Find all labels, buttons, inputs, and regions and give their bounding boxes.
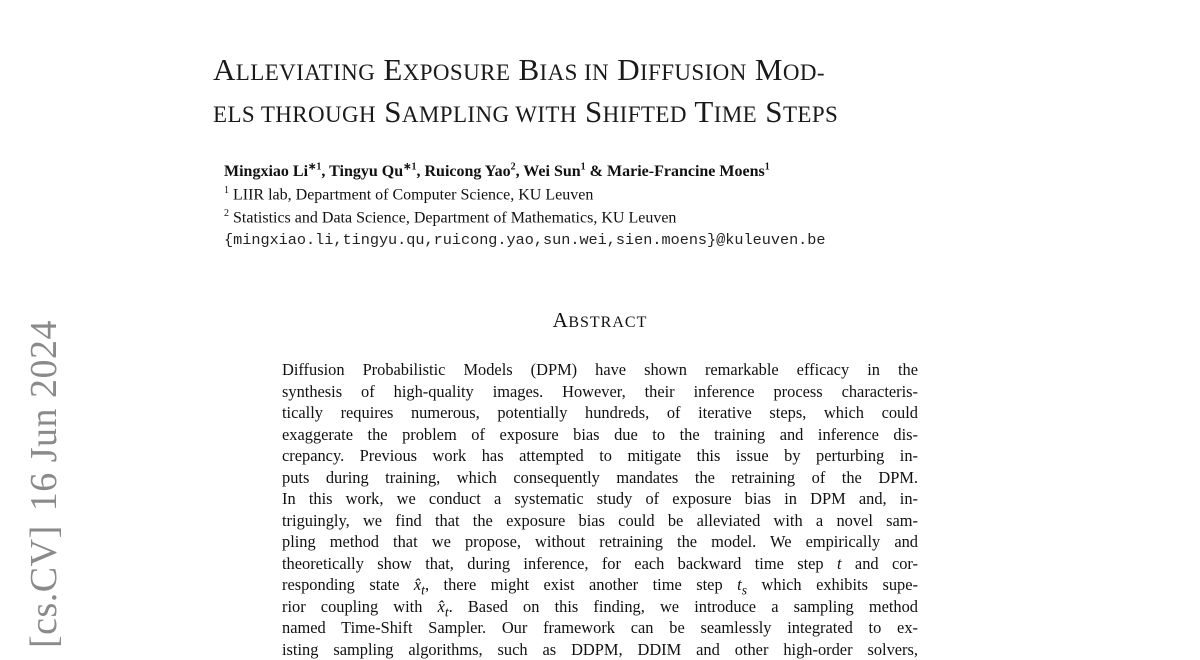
- abstract-line: responding state $x̂_t$, there might exist another time step $t_s$ which exhibits supe-: [282, 574, 918, 596]
- abstract-line: synthesis of high-quality images. However, their inference process characteris-: [282, 381, 918, 403]
- title-line-2: ELS THROUGH SAMPLING WITH SHIFTED TIME STEPS: [213, 92, 1003, 134]
- math-symbol: t: [837, 554, 842, 573]
- abstract-line: theoretically show that, during inference, for each backward time step t and cor-: [282, 553, 918, 575]
- affiliation-2: $^2$ Statistics and Data Science, Department of Mathematics, KU Leuven: [224, 208, 676, 227]
- abstract-line: pling method that we propose, without retraining the model. We empirically and: [282, 531, 918, 553]
- author-emails: {mingxiao.li,tingyu.qu,ruicong.yao,sun.wei,sien.moens}@kuleuven.be: [224, 231, 826, 249]
- author: Ruicong Yao$^2$,: [424, 163, 523, 180]
- abstract-heading: ABSTRACT: [0, 308, 1200, 333]
- math-symbol: $x̂_t$: [438, 597, 449, 616]
- abstract-line: rior coupling with $x̂_t$. Based on this finding, we introduce a sampling method: [282, 596, 918, 618]
- abstract-body: [282, 359, 918, 660]
- abstract-line: puts during training, which consequently mandates the retraining of the DPM.: [282, 467, 918, 489]
- author-list: [224, 162, 770, 181]
- math-symbol: $t_s$: [737, 575, 747, 594]
- author: Wei Sun$^1$ &: [523, 163, 607, 180]
- abstract-line: exaggerate the problem of exposure bias due to the training and inference dis-: [282, 424, 918, 446]
- abstract-line: triguingly, we find that the exposure bias could be alleviated with a novel sam-: [282, 510, 918, 532]
- arxiv-category: [cs.CV]: [23, 525, 65, 648]
- author: Tingyu $Qu^{∗1}$,: [329, 163, 424, 180]
- title-line-1: ALLEVIATING EXPOSURE BIAS IN DIFFUSION MOD-: [213, 50, 1003, 92]
- arxiv-identifier-stamp: [25, 320, 63, 648]
- paper-title: [213, 50, 1003, 134]
- affiliation-1: $^1$ LIIR lab, Department of Computer Science, KU Leuven: [224, 185, 593, 204]
- abstract-line: Diffusion Probabilistic Models (DPM) have shown remarkable efficacy in the: [282, 359, 918, 381]
- abstract-line: tically requires numerous, potentially hundreds, of iterative steps, which could: [282, 402, 918, 424]
- author: Mingxiao $Li^{∗1}$,: [224, 163, 329, 180]
- math-symbol: $x̂_t$: [414, 575, 425, 594]
- abstract-line: isting sampling algorithms, such as DDPM, DDIM and other high-order solvers,: [282, 639, 918, 660]
- abstract-line: In this work, we conduct a systematic study of exposure bias in DPM and, in-: [282, 488, 918, 510]
- author: Marie-Francine Moens$^1$: [607, 163, 770, 180]
- abstract-line: named Time-Shift Sampler. Our framework can be seamlessly integrated to ex-: [282, 617, 918, 639]
- abstract-line: crepancy. Previous work has attempted to mitigate this issue by perturbing in-: [282, 445, 918, 467]
- arxiv-date: 16 Jun 2024: [23, 320, 65, 511]
